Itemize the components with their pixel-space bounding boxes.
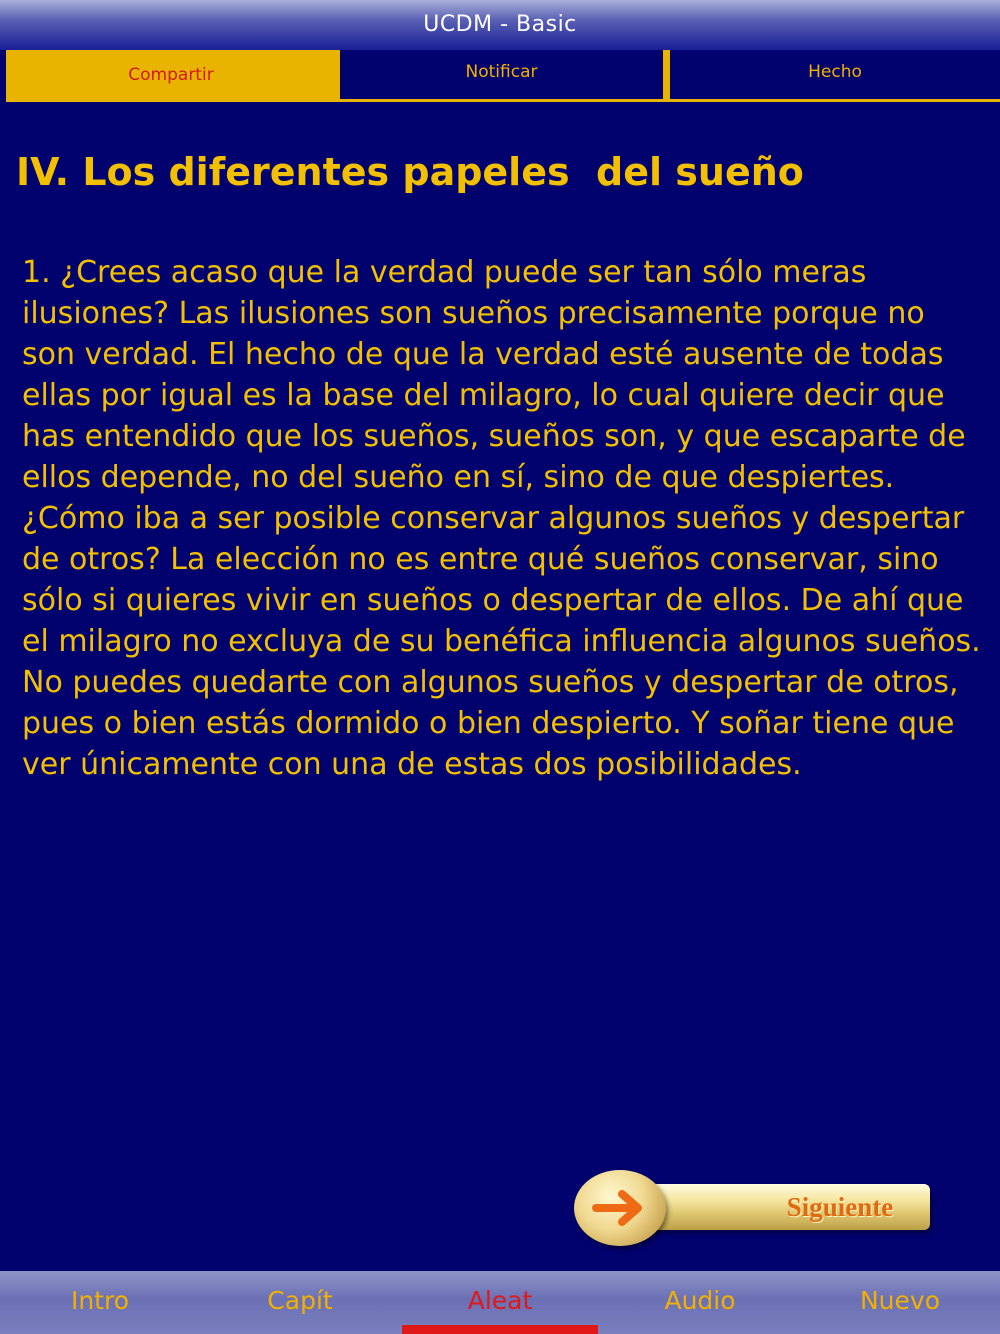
next-button-bar — [622, 1184, 930, 1230]
active-tab-indicator — [402, 1325, 598, 1334]
bottom-tab-audio[interactable]: Audio — [600, 1271, 800, 1334]
bottom-tab-capit[interactable]: Capít — [200, 1271, 400, 1334]
paragraph-text: 1. ¿Crees acaso que la verdad puede ser tan sólo meras ilusiones? Las ilusiones son sueños precisamente porque no son verdad. El hecho de que la verdad esté ausente de todas ellas por igual es la base del milagro, lo cual quiere decir que has entendido que los sueños, sueños son, y que escaparte de ellos depende, no del sueño en sí, sino de que despiertes. ¿Cómo iba a ser posible conservar algunos sueños y despertar de otros? La elección no es entre qué sueños conservar, sino sólo si quieres vivir en sueños o despertar de ellos. De ahí que el milagro no excluya de su benéfica influencia algunos sueños. No puedes quedarte con algunos sueños y despertar de otros, pues o bien estás dormido o bien despierto. Y soñar tiene que ver únicamente con una de estas dos posibilidades. — [22, 255, 981, 782]
tab-compartir[interactable]: Compartir — [6, 50, 336, 102]
section-heading: IV. Los diferentes papeles del sueño — [16, 150, 804, 194]
bottom-tab-aleat[interactable]: Aleat — [400, 1271, 600, 1334]
window-title: UCDM - Basic — [0, 0, 1000, 50]
next-button-circle — [574, 1170, 666, 1246]
next-button-label: Siguiente — [786, 1192, 894, 1222]
tab-hecho[interactable]: Hecho — [666, 50, 1000, 102]
bottom-tab-nuevo[interactable]: Nuevo — [800, 1271, 1000, 1334]
next-button[interactable] — [574, 1170, 934, 1246]
segmented-tabs — [0, 50, 1000, 107]
bottom-tab-intro[interactable]: Intro — [0, 1271, 200, 1334]
arrow-right-icon — [592, 1186, 648, 1230]
tab-notificar[interactable]: Notificar — [336, 50, 666, 102]
